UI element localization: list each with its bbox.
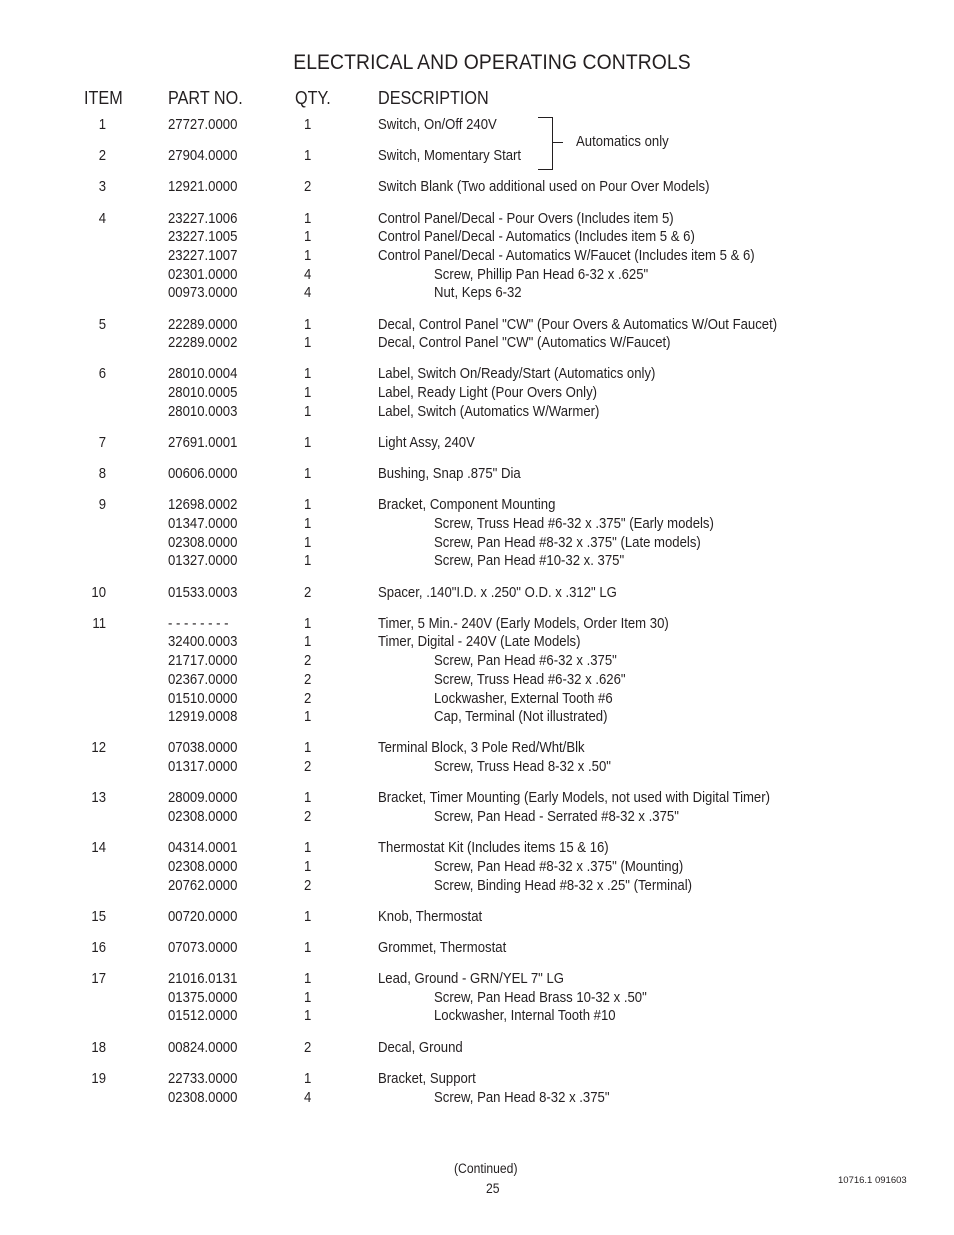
description: Label, Switch (Automatics W/Warmer) <box>378 403 600 420</box>
description: Screw, Binding Head #8-32 x .25" (Terminal) <box>434 877 692 894</box>
description: Screw, Truss Head 8-32 x .50" <box>434 759 611 776</box>
item-number: 6 <box>98 366 106 383</box>
part-number: 21016.0131 <box>168 971 238 988</box>
item-number: 8 <box>98 466 106 483</box>
header-item: ITEM <box>84 88 123 108</box>
parts-row <box>0 403 954 422</box>
description: Screw, Pan Head #10-32 x. 375" <box>434 553 625 570</box>
description: Bushing, Snap .875" Dia <box>378 466 521 483</box>
parts-row <box>0 147 954 166</box>
quantity: 1 <box>304 939 312 956</box>
quantity: 1 <box>304 229 312 246</box>
description: Control Panel/Decal - Pour Overs (Includes item 5) <box>378 210 674 227</box>
item-group <box>0 584 954 603</box>
item-group <box>0 465 954 484</box>
description: Timer, 5 Min.- 240V (Early Models, Order Item 30) <box>378 615 669 632</box>
description: Terminal Block, 3 Pole Red/Wht/Blk <box>378 740 585 757</box>
part-number: 04314.0001 <box>168 840 238 857</box>
part-number: 00824.0000 <box>168 1039 238 1056</box>
item-group <box>0 739 954 776</box>
quantity: 1 <box>304 148 312 165</box>
quantity: 2 <box>304 1039 312 1056</box>
part-number: 01375.0000 <box>168 989 238 1006</box>
item-group <box>0 1070 954 1107</box>
part-number: 22733.0000 <box>168 1070 238 1087</box>
description: Control Panel/Decal - Automatics W/Faucet (Includes item 5 & 6) <box>378 247 755 264</box>
item-group <box>0 116 954 135</box>
description: Screw, Truss Head #6-32 x .626" <box>434 671 626 688</box>
item-group <box>0 178 954 197</box>
item-group <box>0 1039 954 1058</box>
quantity: 1 <box>304 434 312 451</box>
parts-row <box>0 384 954 403</box>
quantity: 2 <box>304 808 312 825</box>
part-number: 01347.0000 <box>168 516 238 532</box>
description: Grommet, Thermostat <box>378 939 507 956</box>
item-number: 15 <box>91 908 106 925</box>
description: Control Panel/Decal - Automatics (Includes item 5 & 6) <box>378 229 695 246</box>
quantity: 1 <box>304 466 312 483</box>
document-number: 10716.1 091603 <box>838 1175 907 1186</box>
parts-row <box>0 708 954 727</box>
item-group <box>0 316 954 353</box>
page-title: ELECTRICAL AND OPERATING CONTROLS <box>293 50 691 74</box>
item-group <box>0 147 954 166</box>
quantity: 1 <box>304 117 312 133</box>
part-number: 32400.0003 <box>168 634 238 651</box>
quantity: 2 <box>304 690 312 707</box>
parts-row <box>0 552 954 571</box>
item-group <box>0 434 954 453</box>
description: Knob, Thermostat <box>378 908 483 925</box>
automatics-bracket <box>538 117 553 170</box>
item-number: 11 <box>92 615 106 632</box>
description: Screw, Pan Head 8-32 x .375" <box>434 1089 610 1106</box>
part-number: 02308.0000 <box>168 858 238 875</box>
quantity: 1 <box>304 634 312 651</box>
item-number: 19 <box>91 1070 106 1087</box>
quantity: 1 <box>304 534 312 551</box>
description: Screw, Pan Head Brass 10-32 x .50" <box>434 989 647 1006</box>
quantity: 1 <box>304 247 312 264</box>
parts-row <box>0 584 954 603</box>
description: Bracket, Timer Mounting (Early Models, not used with Digital Timer) <box>378 790 770 807</box>
description: Decal, Ground <box>378 1039 463 1056</box>
description: Light Assy, 240V <box>378 434 475 451</box>
part-number: 07073.0000 <box>168 939 238 956</box>
parts-row <box>0 758 954 777</box>
quantity: 1 <box>304 366 312 383</box>
part-number: 00606.0000 <box>168 466 238 483</box>
parts-row <box>0 989 954 1008</box>
item-number: 2 <box>98 148 106 165</box>
parts-row <box>0 1007 954 1026</box>
quantity: 1 <box>304 740 312 757</box>
part-number: - - - - - - - - <box>168 615 229 632</box>
quantity: 4 <box>304 1089 312 1106</box>
quantity: 1 <box>304 840 312 857</box>
part-number: 12921.0000 <box>168 179 238 196</box>
part-number: 28010.0005 <box>168 385 238 402</box>
quantity: 2 <box>304 179 312 196</box>
item-number: 7 <box>98 434 106 451</box>
parts-row <box>0 434 954 453</box>
parts-row <box>0 1070 954 1089</box>
quantity: 2 <box>304 653 312 670</box>
description: Timer, Digital - 240V (Late Models) <box>378 634 581 651</box>
parts-row <box>0 652 954 671</box>
item-number: 1 <box>98 117 106 133</box>
part-number: 22289.0000 <box>168 316 238 333</box>
parts-row <box>0 210 954 229</box>
parts-row <box>0 116 954 135</box>
parts-list <box>0 116 954 1120</box>
item-number: 17 <box>91 971 106 988</box>
part-number: 01533.0003 <box>168 584 238 601</box>
description: Decal, Control Panel "CW" (Automatics W/Faucet) <box>378 335 671 352</box>
header-part-no: PART NO. <box>168 88 243 108</box>
quantity: 2 <box>304 584 312 601</box>
item-group <box>0 839 954 895</box>
description: Switch, On/Off 240V <box>378 117 497 133</box>
part-number: 28010.0004 <box>168 366 238 383</box>
description: Bracket, Component Mounting <box>378 497 556 514</box>
parts-row <box>0 615 954 634</box>
parts-row <box>0 496 954 515</box>
parts-row <box>0 1089 954 1108</box>
description: Lead, Ground - GRN/YEL 7" LG <box>378 971 564 988</box>
quantity: 2 <box>304 671 312 688</box>
part-number: 28010.0003 <box>168 403 238 420</box>
part-number: 23227.1007 <box>168 247 238 264</box>
part-number: 20762.0000 <box>168 877 238 894</box>
item-group <box>0 496 954 571</box>
item-number: 18 <box>91 1039 106 1056</box>
parts-row <box>0 839 954 858</box>
item-group <box>0 908 954 927</box>
part-number: 00720.0000 <box>168 908 238 925</box>
description: Switch Blank (Two additional used on Pour Over Models) <box>378 179 710 196</box>
parts-row <box>0 633 954 652</box>
quantity: 1 <box>304 316 312 333</box>
parts-row <box>0 266 954 285</box>
part-number: 01327.0000 <box>168 553 238 570</box>
parts-row <box>0 534 954 553</box>
quantity: 1 <box>304 858 312 875</box>
description: Screw, Pan Head #8-32 x .375" (Mounting) <box>434 858 684 875</box>
continued-note: (Continued) <box>454 1161 518 1176</box>
quantity: 1 <box>304 497 312 514</box>
quantity: 1 <box>304 516 312 532</box>
quantity: 4 <box>304 285 312 302</box>
part-number: 21717.0000 <box>168 653 238 670</box>
parts-row <box>0 515 954 534</box>
header-description: DESCRIPTION <box>378 88 489 108</box>
part-number: 02308.0000 <box>168 1089 238 1106</box>
item-number: 4 <box>98 210 106 227</box>
quantity: 1 <box>304 989 312 1006</box>
parts-row <box>0 228 954 247</box>
part-number: 12698.0002 <box>168 497 238 514</box>
parts-row <box>0 939 954 958</box>
part-number: 12919.0008 <box>168 709 238 726</box>
description: Lockwasher, External Tooth #6 <box>434 690 613 707</box>
quantity: 1 <box>304 615 312 632</box>
description: Switch, Momentary Start <box>378 148 522 165</box>
parts-row <box>0 789 954 808</box>
description: Cap, Terminal (Not illustrated) <box>434 709 608 726</box>
item-number: 9 <box>98 497 106 514</box>
part-number: 02301.0000 <box>168 266 238 283</box>
parts-row <box>0 908 954 927</box>
parts-row <box>0 284 954 303</box>
part-number: 02308.0000 <box>168 808 238 825</box>
parts-row <box>0 465 954 484</box>
part-number: 07038.0000 <box>168 740 238 757</box>
item-group <box>0 939 954 958</box>
part-number: 28009.0000 <box>168 790 238 807</box>
parts-row <box>0 247 954 266</box>
quantity: 1 <box>304 1070 312 1087</box>
item-group <box>0 970 954 1026</box>
item-number: 5 <box>98 316 106 333</box>
item-group <box>0 210 954 303</box>
description: Decal, Control Panel "CW" (Pour Overs & Automatics W/Out Faucet) <box>378 316 778 333</box>
item-group <box>0 615 954 727</box>
bracket-note: Automatics only <box>576 134 669 150</box>
quantity: 1 <box>304 553 312 570</box>
part-number: 01510.0000 <box>168 690 238 707</box>
part-number: 01512.0000 <box>168 1008 238 1025</box>
description: Bracket, Support <box>378 1070 476 1087</box>
quantity: 2 <box>304 759 312 776</box>
part-number: 27904.0000 <box>168 148 238 165</box>
part-number: 23227.1005 <box>168 229 238 246</box>
description: Screw, Pan Head - Serrated #8-32 x .375" <box>434 808 679 825</box>
quantity: 2 <box>304 877 312 894</box>
description: Thermostat Kit (Includes items 15 & 16) <box>378 840 609 857</box>
description: Screw, Truss Head #6-32 x .375" (Early models) <box>434 516 714 532</box>
quantity: 1 <box>304 790 312 807</box>
quantity: 1 <box>304 335 312 352</box>
quantity: 1 <box>304 385 312 402</box>
description: Screw, Phillip Pan Head 6-32 x .625" <box>434 266 649 283</box>
item-number: 3 <box>98 179 106 196</box>
description: Screw, Pan Head #8-32 x .375" (Late models) <box>434 534 701 551</box>
parts-row <box>0 671 954 690</box>
parts-row <box>0 858 954 877</box>
part-number: 02308.0000 <box>168 534 238 551</box>
parts-row <box>0 739 954 758</box>
parts-row <box>0 690 954 709</box>
description: Spacer, .140"I.D. x .250" O.D. x .312" LG <box>378 584 617 601</box>
item-number: 12 <box>91 740 106 757</box>
item-group <box>0 789 954 826</box>
description: Lockwasher, Internal Tooth #10 <box>434 1008 616 1025</box>
part-number: 01317.0000 <box>168 759 238 776</box>
item-number: 14 <box>91 840 106 857</box>
bracket-pointer <box>553 142 563 143</box>
description: Label, Switch On/Ready/Start (Automatics only) <box>378 366 656 383</box>
quantity: 1 <box>304 908 312 925</box>
quantity: 1 <box>304 1008 312 1025</box>
parts-row <box>0 316 954 335</box>
description: Nut, Keps 6-32 <box>434 285 522 302</box>
part-number: 22289.0002 <box>168 335 238 352</box>
parts-row <box>0 808 954 827</box>
quantity: 1 <box>304 210 312 227</box>
parts-row <box>0 365 954 384</box>
part-number: 27727.0000 <box>168 117 238 133</box>
item-number: 10 <box>91 584 106 601</box>
parts-row <box>0 178 954 197</box>
item-number: 13 <box>91 790 106 807</box>
description: Label, Ready Light (Pour Overs Only) <box>378 385 598 402</box>
parts-row <box>0 877 954 896</box>
part-number: 27691.0001 <box>168 434 238 451</box>
description: Screw, Pan Head #6-32 x .375" <box>434 653 617 670</box>
parts-row <box>0 334 954 353</box>
part-number: 02367.0000 <box>168 671 238 688</box>
page-number: 25 <box>486 1181 500 1196</box>
header-qty: QTY. <box>295 88 331 108</box>
parts-row <box>0 1039 954 1058</box>
quantity: 4 <box>304 266 312 283</box>
quantity: 1 <box>304 709 312 726</box>
quantity: 1 <box>304 971 312 988</box>
part-number: 00973.0000 <box>168 285 238 302</box>
part-number: 23227.1006 <box>168 210 238 227</box>
item-number: 16 <box>91 939 106 956</box>
quantity: 1 <box>304 403 312 420</box>
item-group <box>0 365 954 421</box>
parts-row <box>0 970 954 989</box>
